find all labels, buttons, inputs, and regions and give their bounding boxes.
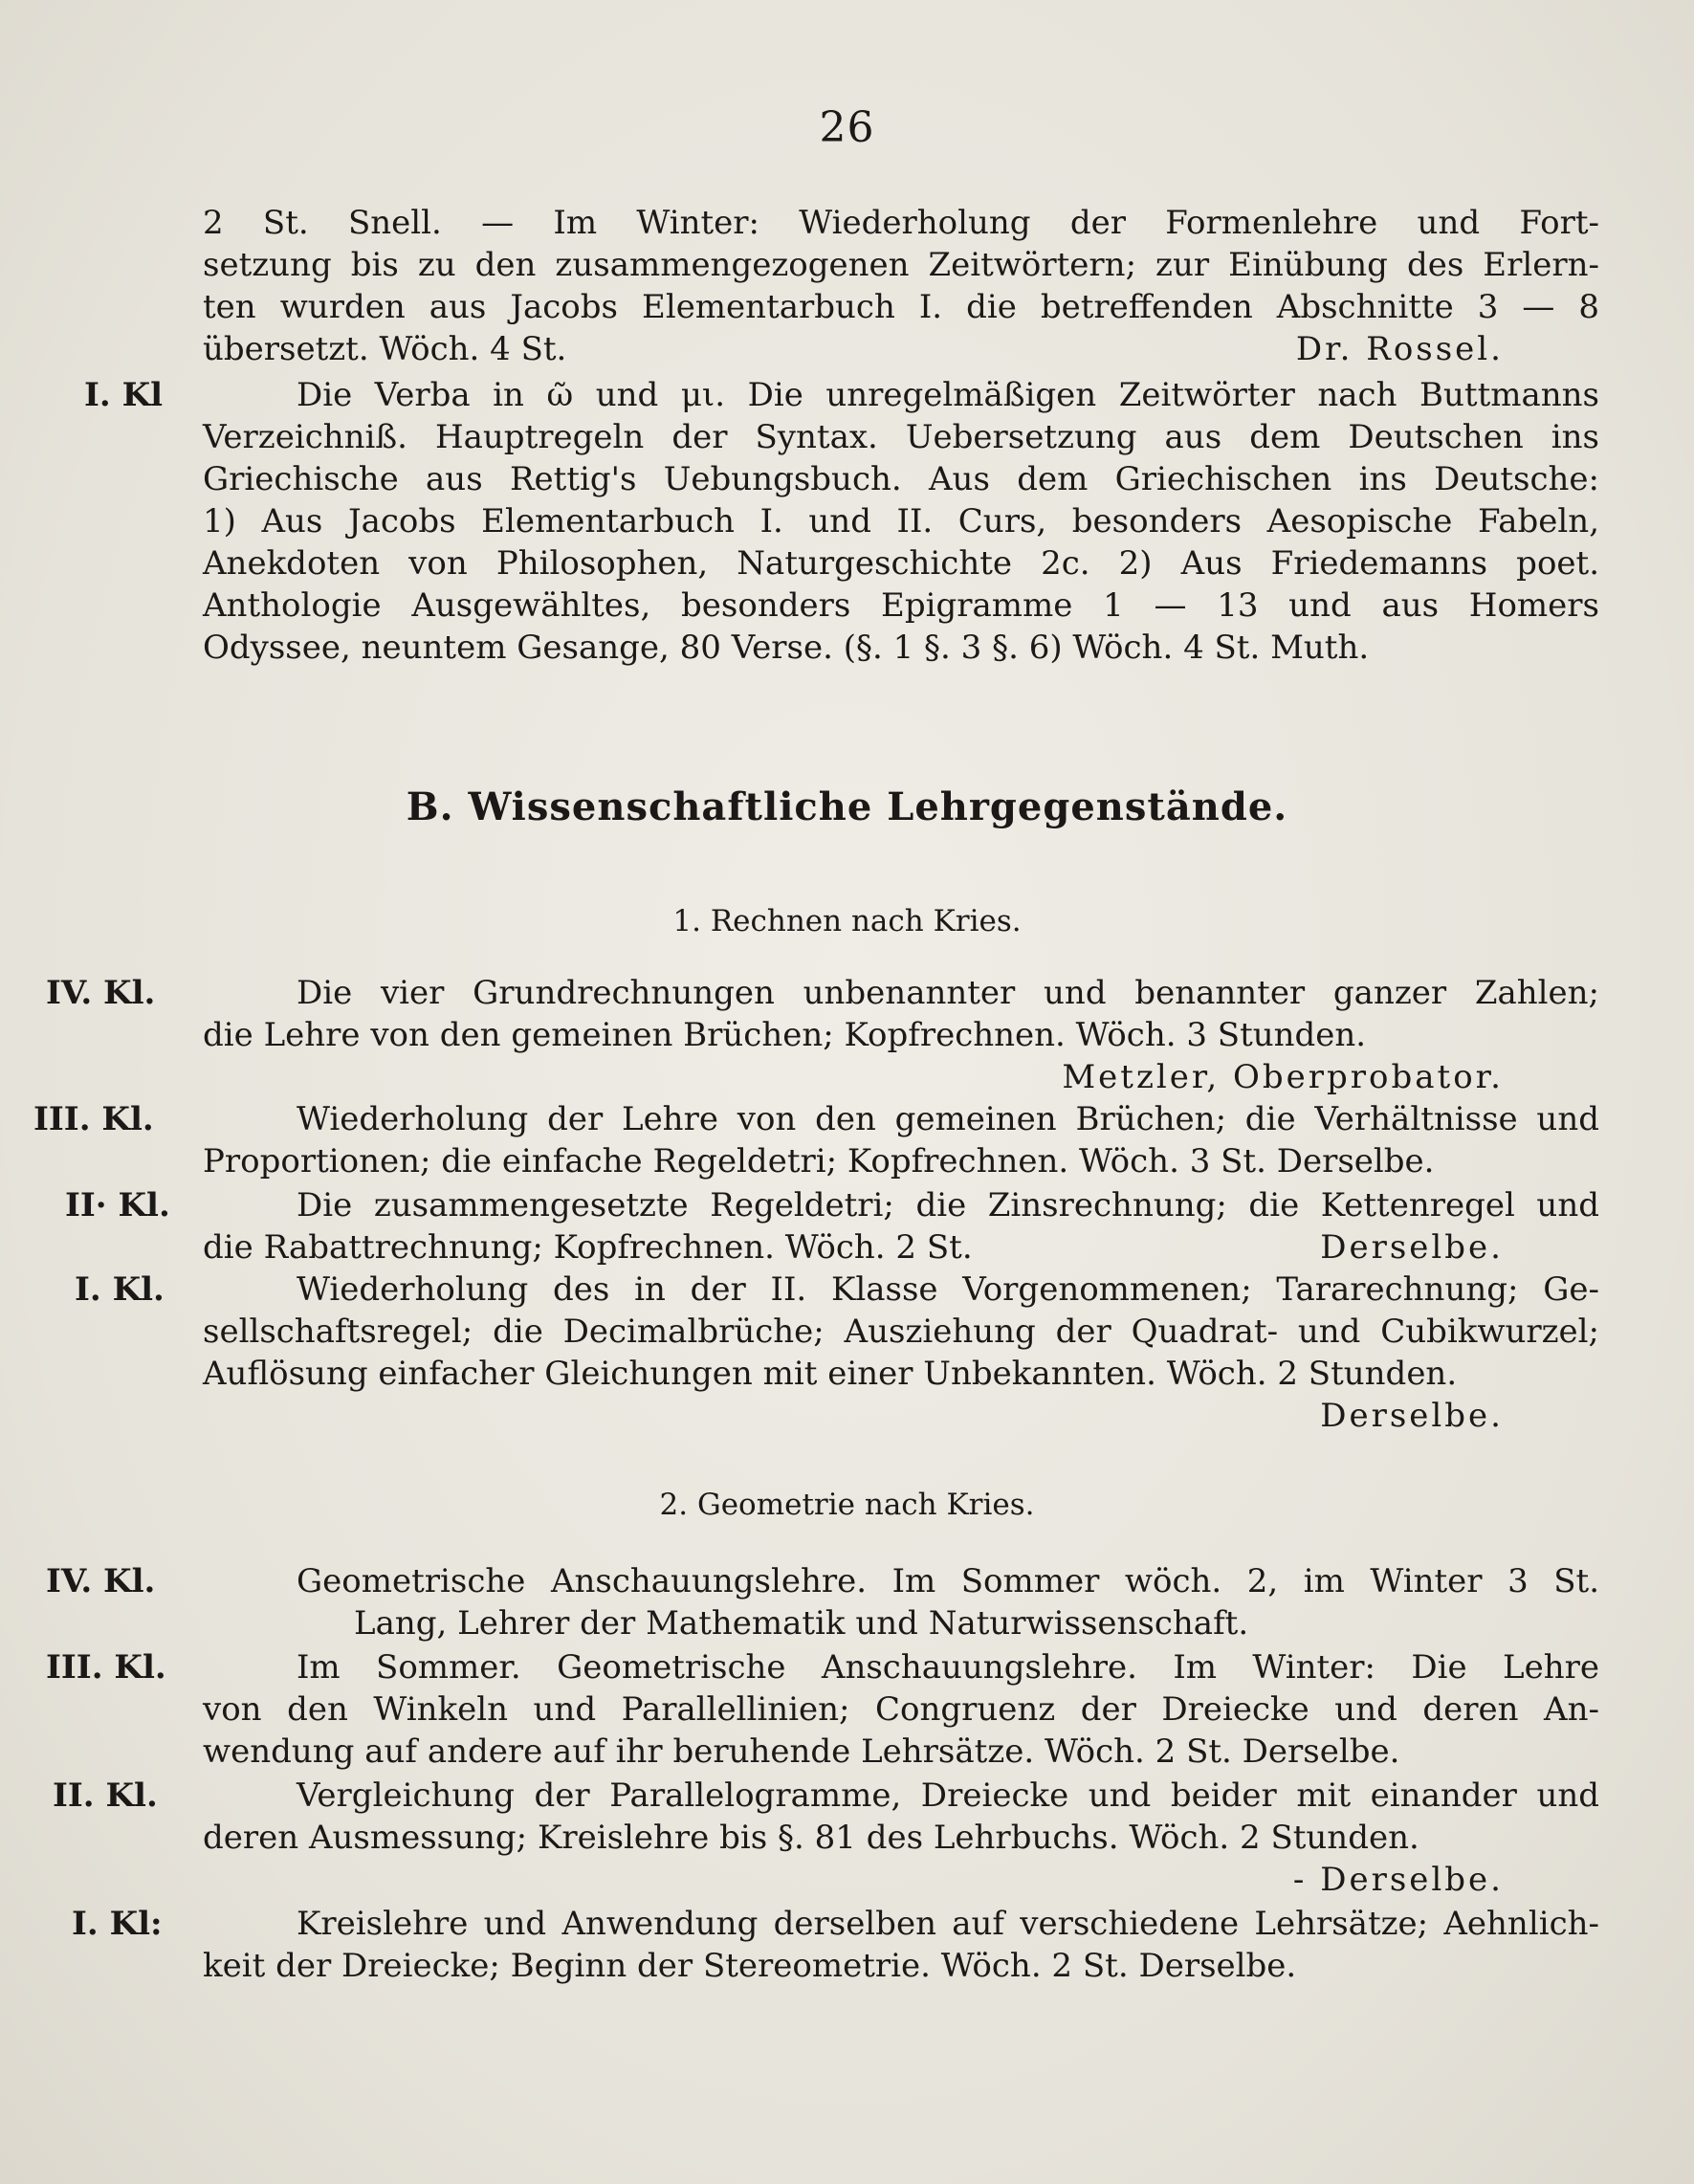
teacher-name: Derselbe. — [1320, 1397, 1504, 1435]
class-label: III. Kl. — [46, 1648, 166, 1687]
text-line: Im Sommer. Geometrische Anschauungslehre. Im Winter: Die Lehre — [297, 1648, 1599, 1687]
text-line: übersetzt. Wöch. 4 St. — [203, 330, 567, 368]
text-line: Kreislehre und Anwendung derselben auf verschiedene Lehrsätze; Aehnlich- — [297, 1905, 1599, 1943]
text-line: Die Verba in ῶ und μι. Die unregelmäßigen Zeitwörter nach Buttmanns — [297, 376, 1599, 414]
text-line: ten wurden aus Jacobs Elementarbuch I. die betreffenden Abschnitte 3 — 8 — [203, 288, 1599, 326]
class-label: IV. Kl. — [46, 1562, 156, 1600]
text-line: 1) Aus Jacobs Elementarbuch I. und II. Curs, besonders Aesopische Fabeln, — [203, 502, 1599, 540]
class-label: II· Kl. — [65, 1186, 170, 1224]
teacher-name: Metzler, Oberprobator. — [1062, 1058, 1504, 1096]
teacher-name: - Derselbe. — [1292, 1861, 1504, 1899]
teacher-name: Dr. Rossel. — [1295, 330, 1504, 368]
text-line: Proportionen; die einfache Regeldetri; Kopfrechnen. Wöch. 3 St. Derselbe. — [203, 1142, 1435, 1180]
text-line: wendung auf andere auf ihr beruhende Lehrsätze. Wöch. 2 St. Derselbe. — [203, 1732, 1400, 1771]
class-label: I. Kl: — [72, 1905, 163, 1943]
text-line: Die zusammengesetzte Regeldetri; die Zinsrechnung; die Kettenregel und — [297, 1186, 1599, 1224]
text-line: Lang, Lehrer der Mathematik und Naturwissenschaft. — [354, 1604, 1249, 1643]
subsection-heading: 1. Rechnen nach Kries. — [672, 904, 1022, 938]
text-line: Anthologie Ausgewähltes, besonders Epigramme 1 — 13 und aus Homers — [203, 586, 1599, 625]
text-line: deren Ausmessung; Kreislehre bis §. 81 des Lehrbuchs. Wöch. 2 Stunden. — [203, 1819, 1419, 1857]
text-line: Griechische aus Rettig's Uebungsbuch. Aus dem Griechischen ins Deutsche: — [203, 460, 1599, 498]
page-number: 26 — [819, 103, 875, 152]
text-line: sellschaftsregel; die Decimalbrüche; Ausziehung der Quadrat- und Cubikwurzel; — [203, 1313, 1599, 1351]
text-line: Verzeichniß. Hauptregeln der Syntax. Uebersetzung aus dem Deutschen ins — [203, 418, 1599, 456]
text-line: Wiederholung des in der II. Klasse Vorgenommenen; Tararechnung; Ge- — [297, 1270, 1599, 1309]
text-line: Anekdoten von Philosophen, Naturgeschichte 2c. 2) Aus Friedemanns poet. — [203, 544, 1599, 583]
text-line: die Rabattrechnung; Kopfrechnen. Wöch. 2 St. — [203, 1228, 973, 1267]
class-label: II. Kl. — [53, 1776, 158, 1815]
class-label: IV. Kl. — [46, 974, 156, 1012]
teacher-name: Derselbe. — [1320, 1228, 1504, 1267]
text-line: von den Winkeln und Parallellinien; Congruenz der Dreiecke und deren An- — [203, 1690, 1599, 1729]
text-line: Odyssee, neuntem Gesange, 80 Verse. (§. 1 §. 3 §. 6) Wöch. 4 St. Muth. — [203, 629, 1370, 667]
class-label: I. Kl. — [75, 1270, 165, 1309]
section-heading: B. Wissenschaftliche Lehrgegenstände. — [406, 784, 1288, 829]
class-label: I. Kl — [84, 376, 164, 414]
text-line: Auflösung einfacher Gleichungen mit einer Unbekannten. Wöch. 2 Stunden. — [203, 1355, 1458, 1393]
subsection-heading: 2. Geometrie nach Kries. — [659, 1488, 1035, 1522]
text-line: die Lehre von den gemeinen Brüchen; Kopfrechnen. Wöch. 3 Stunden. — [203, 1016, 1367, 1054]
text-line: Die vier Grundrechnungen unbenannter und benannter ganzer Zahlen; — [297, 974, 1599, 1012]
text-line: Vergleichung der Parallelogramme, Dreiecke und beider mit einander und — [297, 1776, 1599, 1815]
text-line: keit der Dreiecke; Beginn der Stereometrie. Wöch. 2 St. Derselbe. — [203, 1947, 1297, 1985]
text-line: 2 St. Snell. — Im Winter: Wiederholung der Formenlehre und Fort- — [203, 204, 1599, 242]
text-line: setzung bis zu den zusammengezogenen Zeitwörtern; zur Einübung des Erlern- — [203, 246, 1599, 284]
class-label: III. Kl. — [33, 1100, 154, 1138]
text-line: Geometrische Anschauungslehre. Im Sommer wöch. 2, im Winter 3 St. — [297, 1562, 1599, 1600]
text-line: Wiederholung der Lehre von den gemeinen Brüchen; die Verhältnisse und — [297, 1100, 1599, 1138]
